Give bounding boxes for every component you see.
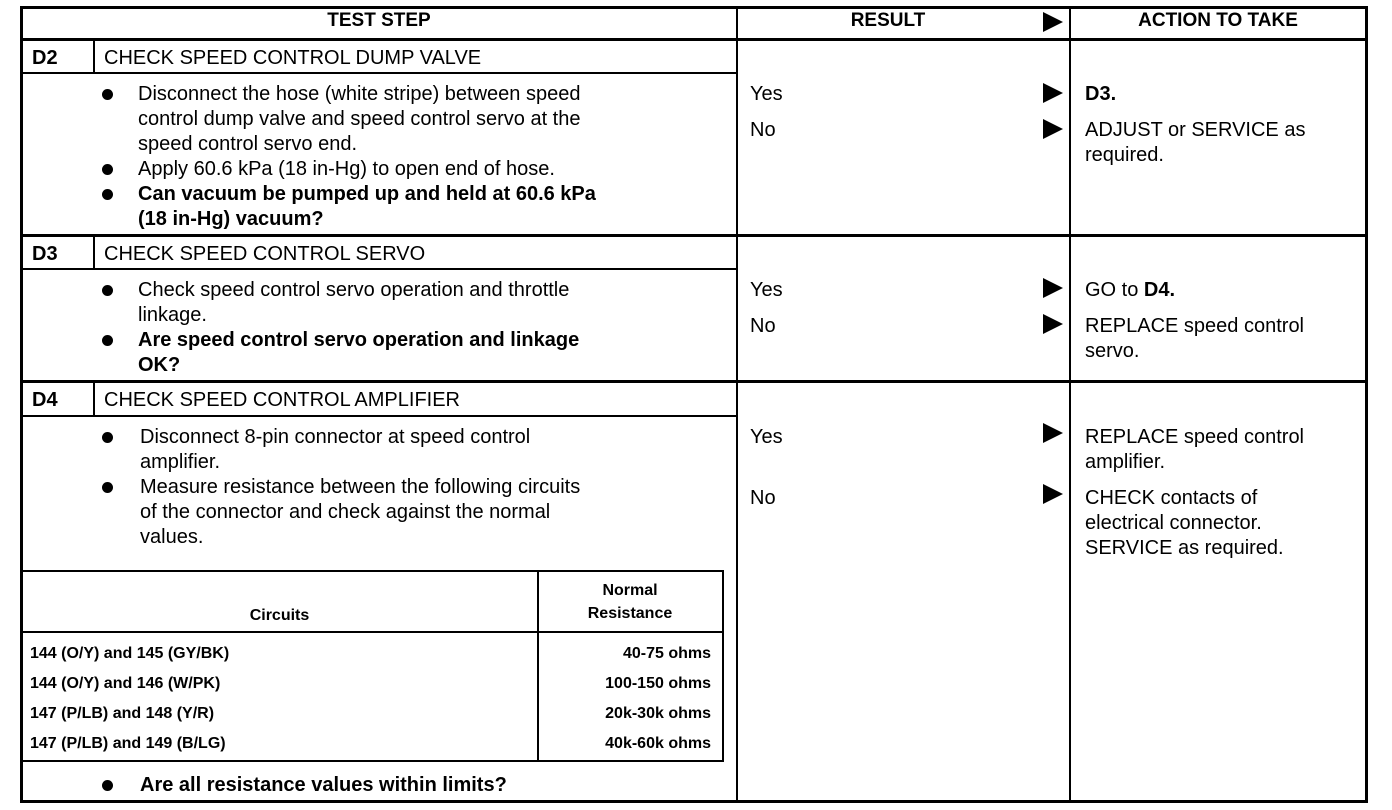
table-header-circuits: Circuits bbox=[249, 607, 310, 624]
d2-step-1-line-3: speed control servo end. bbox=[138, 133, 358, 155]
table-row-3-circuits: 147 (P/LB) and 148 (Y/R) bbox=[30, 705, 215, 722]
header-arrow-icon bbox=[1043, 12, 1063, 32]
table-row-4-resistance: 40k-60k ohms bbox=[605, 735, 711, 752]
d4-bullet-2-icon bbox=[102, 482, 113, 493]
table-row-1-circuits: 144 (O/Y) and 145 (GY/BK) bbox=[30, 645, 230, 662]
d3-action-no-line-2: servo. bbox=[1085, 340, 1140, 362]
d4-title-bottom bbox=[20, 415, 738, 417]
d4-step-1-line-2: amplifier. bbox=[140, 451, 221, 473]
d2-no-arrow-icon bbox=[1043, 119, 1063, 139]
d2-action-no-line-1: ADJUST or SERVICE as bbox=[1085, 119, 1306, 141]
col-divider-action bbox=[1069, 6, 1071, 803]
d3-step-1-line-1: Check speed control servo operation and throttle bbox=[138, 279, 570, 301]
d3-action-no-line-1: REPLACE speed control bbox=[1085, 315, 1305, 337]
d3-step-2-line-2: OK? bbox=[138, 354, 181, 376]
d4-step-2-line-1: Measure resistance between the following circuits bbox=[140, 476, 581, 498]
d3-title-bottom bbox=[20, 268, 738, 270]
d2-bullet-2-icon bbox=[102, 164, 113, 175]
d2-yes-arrow-icon bbox=[1043, 83, 1063, 103]
d4-yes-arrow-icon bbox=[1043, 423, 1063, 443]
d2-bullet-1-icon bbox=[102, 89, 113, 100]
table-row-3-resistance: 20k-30k ohms bbox=[605, 705, 711, 722]
d4-action-no-line-2: electrical connector. bbox=[1085, 512, 1262, 534]
d4-step-2-line-2: of the connector and check against the normal bbox=[140, 501, 551, 523]
d3-code: D3 bbox=[32, 243, 58, 265]
d4-no-arrow-icon bbox=[1043, 484, 1063, 504]
d3-bullet-2-icon bbox=[102, 335, 113, 346]
d3-action-yes-prefix: GO to bbox=[1085, 279, 1139, 301]
d2-action-no-line-2: required. bbox=[1085, 144, 1164, 166]
table-row-4-circuits: 147 (P/LB) and 149 (B/LG) bbox=[30, 735, 226, 752]
d3-step-1-line-2: linkage. bbox=[138, 304, 207, 326]
d4-code-divider bbox=[93, 382, 95, 416]
table-row-2-circuits: 144 (O/Y) and 146 (W/PK) bbox=[30, 675, 221, 692]
d4-action-no-line-1: CHECK contacts of bbox=[1085, 487, 1258, 509]
d2-step-3-line-2: (18 in-Hg) vacuum? bbox=[138, 208, 324, 230]
d4-action-yes-line-1: REPLACE speed control bbox=[1085, 426, 1305, 448]
d3-yes-arrow-icon bbox=[1043, 278, 1063, 298]
d2-bottom-border bbox=[20, 234, 1367, 237]
d4-action-no-line-3: SERVICE as required. bbox=[1085, 537, 1284, 559]
d4-bullet-1-icon bbox=[102, 432, 113, 443]
d4-title: CHECK SPEED CONTROL AMPLIFIER bbox=[104, 389, 460, 411]
d2-bullet-3-icon bbox=[102, 189, 113, 200]
table-header-resistance-line-1: Normal bbox=[602, 582, 658, 599]
d3-title: CHECK SPEED CONTROL SERVO bbox=[104, 243, 426, 265]
d4-action-yes-line-2: amplifier. bbox=[1085, 451, 1166, 473]
d3-action-yes-step: D4. bbox=[1143, 279, 1176, 301]
d3-code-divider bbox=[93, 236, 95, 269]
outer-right-border bbox=[1365, 6, 1368, 803]
d2-result-yes: Yes bbox=[750, 83, 783, 105]
table-row-1-resistance: 40-75 ohms bbox=[622, 645, 711, 662]
d3-step-2-line-1: Are speed control servo operation and linkage bbox=[138, 329, 580, 351]
d2-code-divider bbox=[93, 40, 95, 73]
d4-result-no: No bbox=[750, 487, 776, 509]
d2-step-1-line-2: control dump valve and speed control servo at the bbox=[138, 108, 581, 130]
table-header-resistance-line-2: Resistance bbox=[587, 605, 673, 622]
header-action-to-take: ACTION TO TAKE bbox=[1138, 10, 1298, 31]
d4-step-2-line-3: values. bbox=[140, 526, 204, 548]
d2-title: CHECK SPEED CONTROL DUMP VALVE bbox=[104, 47, 482, 69]
d4-code: D4 bbox=[32, 389, 58, 411]
d2-step-2-line-1: Apply 60.6 kPa (18 in-Hg) to open end of hose. bbox=[138, 158, 555, 180]
header-bottom-border bbox=[20, 38, 1367, 41]
header-result: RESULT bbox=[850, 10, 926, 31]
d4-result-yes: Yes bbox=[750, 426, 783, 448]
d2-step-1-line-1: Disconnect the hose (white stripe) between speed bbox=[138, 83, 581, 105]
table-row-2-resistance: 100-150 ohms bbox=[605, 675, 711, 692]
outer-top-border bbox=[20, 6, 1367, 9]
resistance-table-header-bottom bbox=[20, 631, 724, 633]
d2-code: D2 bbox=[32, 47, 58, 69]
outer-bottom-border bbox=[20, 800, 1367, 803]
col-divider-result bbox=[736, 6, 738, 803]
d3-bottom-border bbox=[20, 380, 1367, 383]
d2-action-yes: D3. bbox=[1085, 83, 1117, 105]
d2-result-no: No bbox=[750, 119, 776, 141]
d4-step-3-line-1: Are all resistance values within limits? bbox=[140, 774, 507, 796]
d2-step-3-line-1: Can vacuum be pumped up and held at 60.6 kPa bbox=[138, 183, 596, 205]
d2-title-bottom bbox=[20, 72, 738, 74]
d3-result-no: No bbox=[750, 315, 776, 337]
d3-no-arrow-icon bbox=[1043, 314, 1063, 334]
header-test-step: TEST STEP bbox=[327, 10, 431, 31]
d3-bullet-1-icon bbox=[102, 285, 113, 296]
d4-bullet-3-icon bbox=[102, 780, 113, 791]
d3-action-yes bbox=[1085, 278, 1175, 303]
d4-step-1-line-1: Disconnect 8-pin connector at speed control bbox=[140, 426, 531, 448]
d3-result-yes: Yes bbox=[750, 279, 783, 301]
